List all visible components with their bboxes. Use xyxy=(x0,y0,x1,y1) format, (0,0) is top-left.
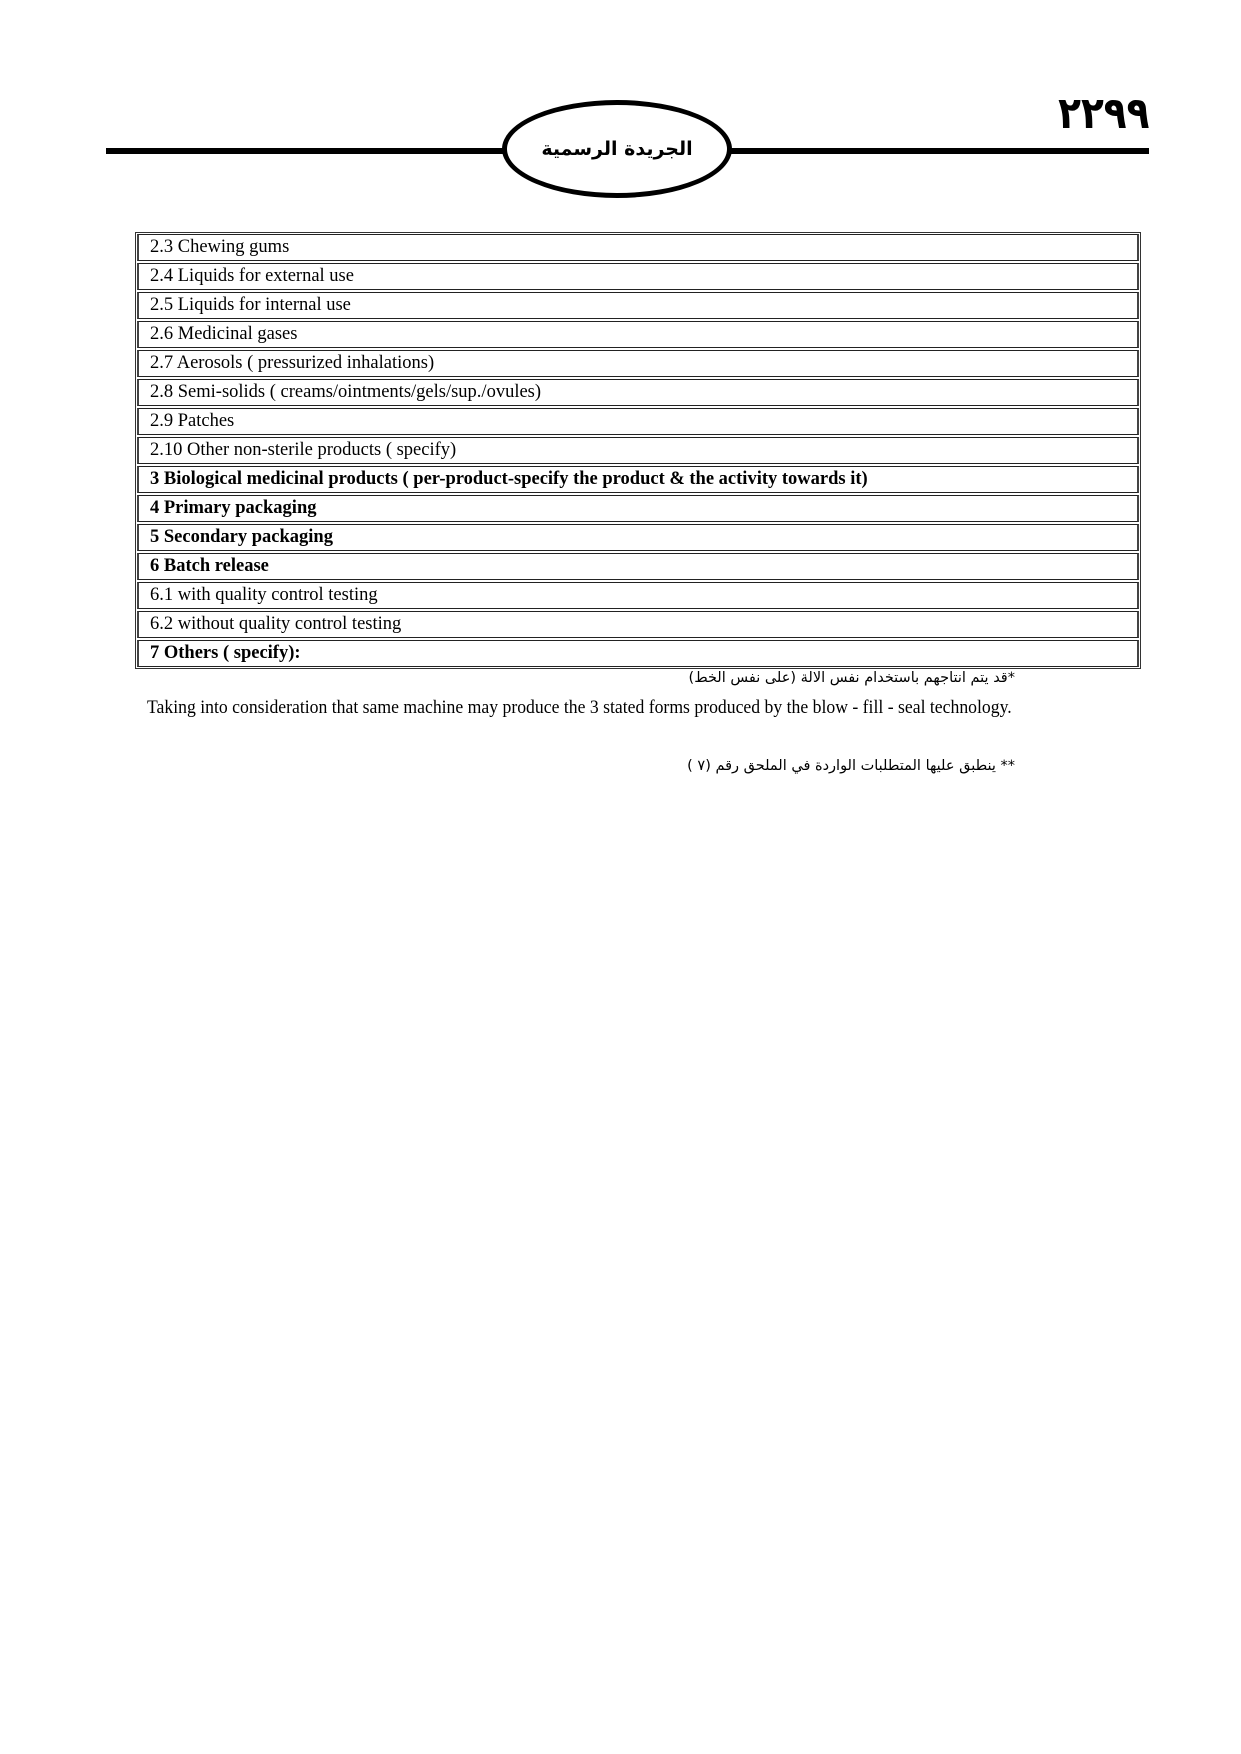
journal-title-oval xyxy=(502,100,732,198)
table-cell: 6.2 without quality control testing xyxy=(137,611,1139,638)
table-cell: 3 Biological medicinal products ( per-product-specify the product & the activity towards it) xyxy=(137,466,1139,493)
table-row xyxy=(137,350,1139,377)
table-cell: 2.5 Liquids for internal use xyxy=(137,292,1139,319)
table-row xyxy=(137,495,1139,522)
table-row xyxy=(137,582,1139,609)
table-row xyxy=(137,321,1139,348)
table-row xyxy=(137,379,1139,406)
table-row xyxy=(137,524,1139,551)
table-row xyxy=(137,466,1139,493)
footnote-2-arabic: ** ينطبق عليها المتطلبات الواردة في الملحق رقم (٧ ) xyxy=(687,758,1015,774)
table-cell: 2.4 Liquids for external use xyxy=(137,263,1139,290)
page-number: ٢٢٩٩ xyxy=(1057,88,1149,139)
table-cell: 2.3 Chewing gums xyxy=(137,234,1139,261)
activities-table xyxy=(135,232,1141,669)
table-cell: 4 Primary packaging xyxy=(137,495,1139,522)
table-cell: 2.8 Semi-solids ( creams/ointments/gels/sup./ovules) xyxy=(137,379,1139,406)
footnote-1-english: Taking into consideration that same machine may produce the 3 stated forms produced by the blow - fill - seal technology. xyxy=(147,697,1012,718)
table-cell: 2.10 Other non-sterile products ( specify) xyxy=(137,437,1139,464)
table-row xyxy=(137,408,1139,435)
table-cell: 2.6 Medicinal gases xyxy=(137,321,1139,348)
footnote-1-arabic: *قد يتم انتاجهم باستخدام نفس الالة (على نفس الخط) xyxy=(688,670,1015,686)
journal-title: الجريدة الرسمية xyxy=(541,138,693,160)
table-row xyxy=(137,437,1139,464)
table-cell: 6.1 with quality control testing xyxy=(137,582,1139,609)
table-cell: 7 Others ( specify): xyxy=(137,640,1139,667)
table-cell: 5 Secondary packaging xyxy=(137,524,1139,551)
table-row xyxy=(137,292,1139,319)
table-row xyxy=(137,611,1139,638)
table-cell: 2.7 Aerosols ( pressurized inhalations) xyxy=(137,350,1139,377)
table-row xyxy=(137,553,1139,580)
table-cell: 6 Batch release xyxy=(137,553,1139,580)
table-row xyxy=(137,263,1139,290)
table-cell: 2.9 Patches xyxy=(137,408,1139,435)
table-row xyxy=(137,640,1139,667)
table-row xyxy=(137,234,1139,261)
